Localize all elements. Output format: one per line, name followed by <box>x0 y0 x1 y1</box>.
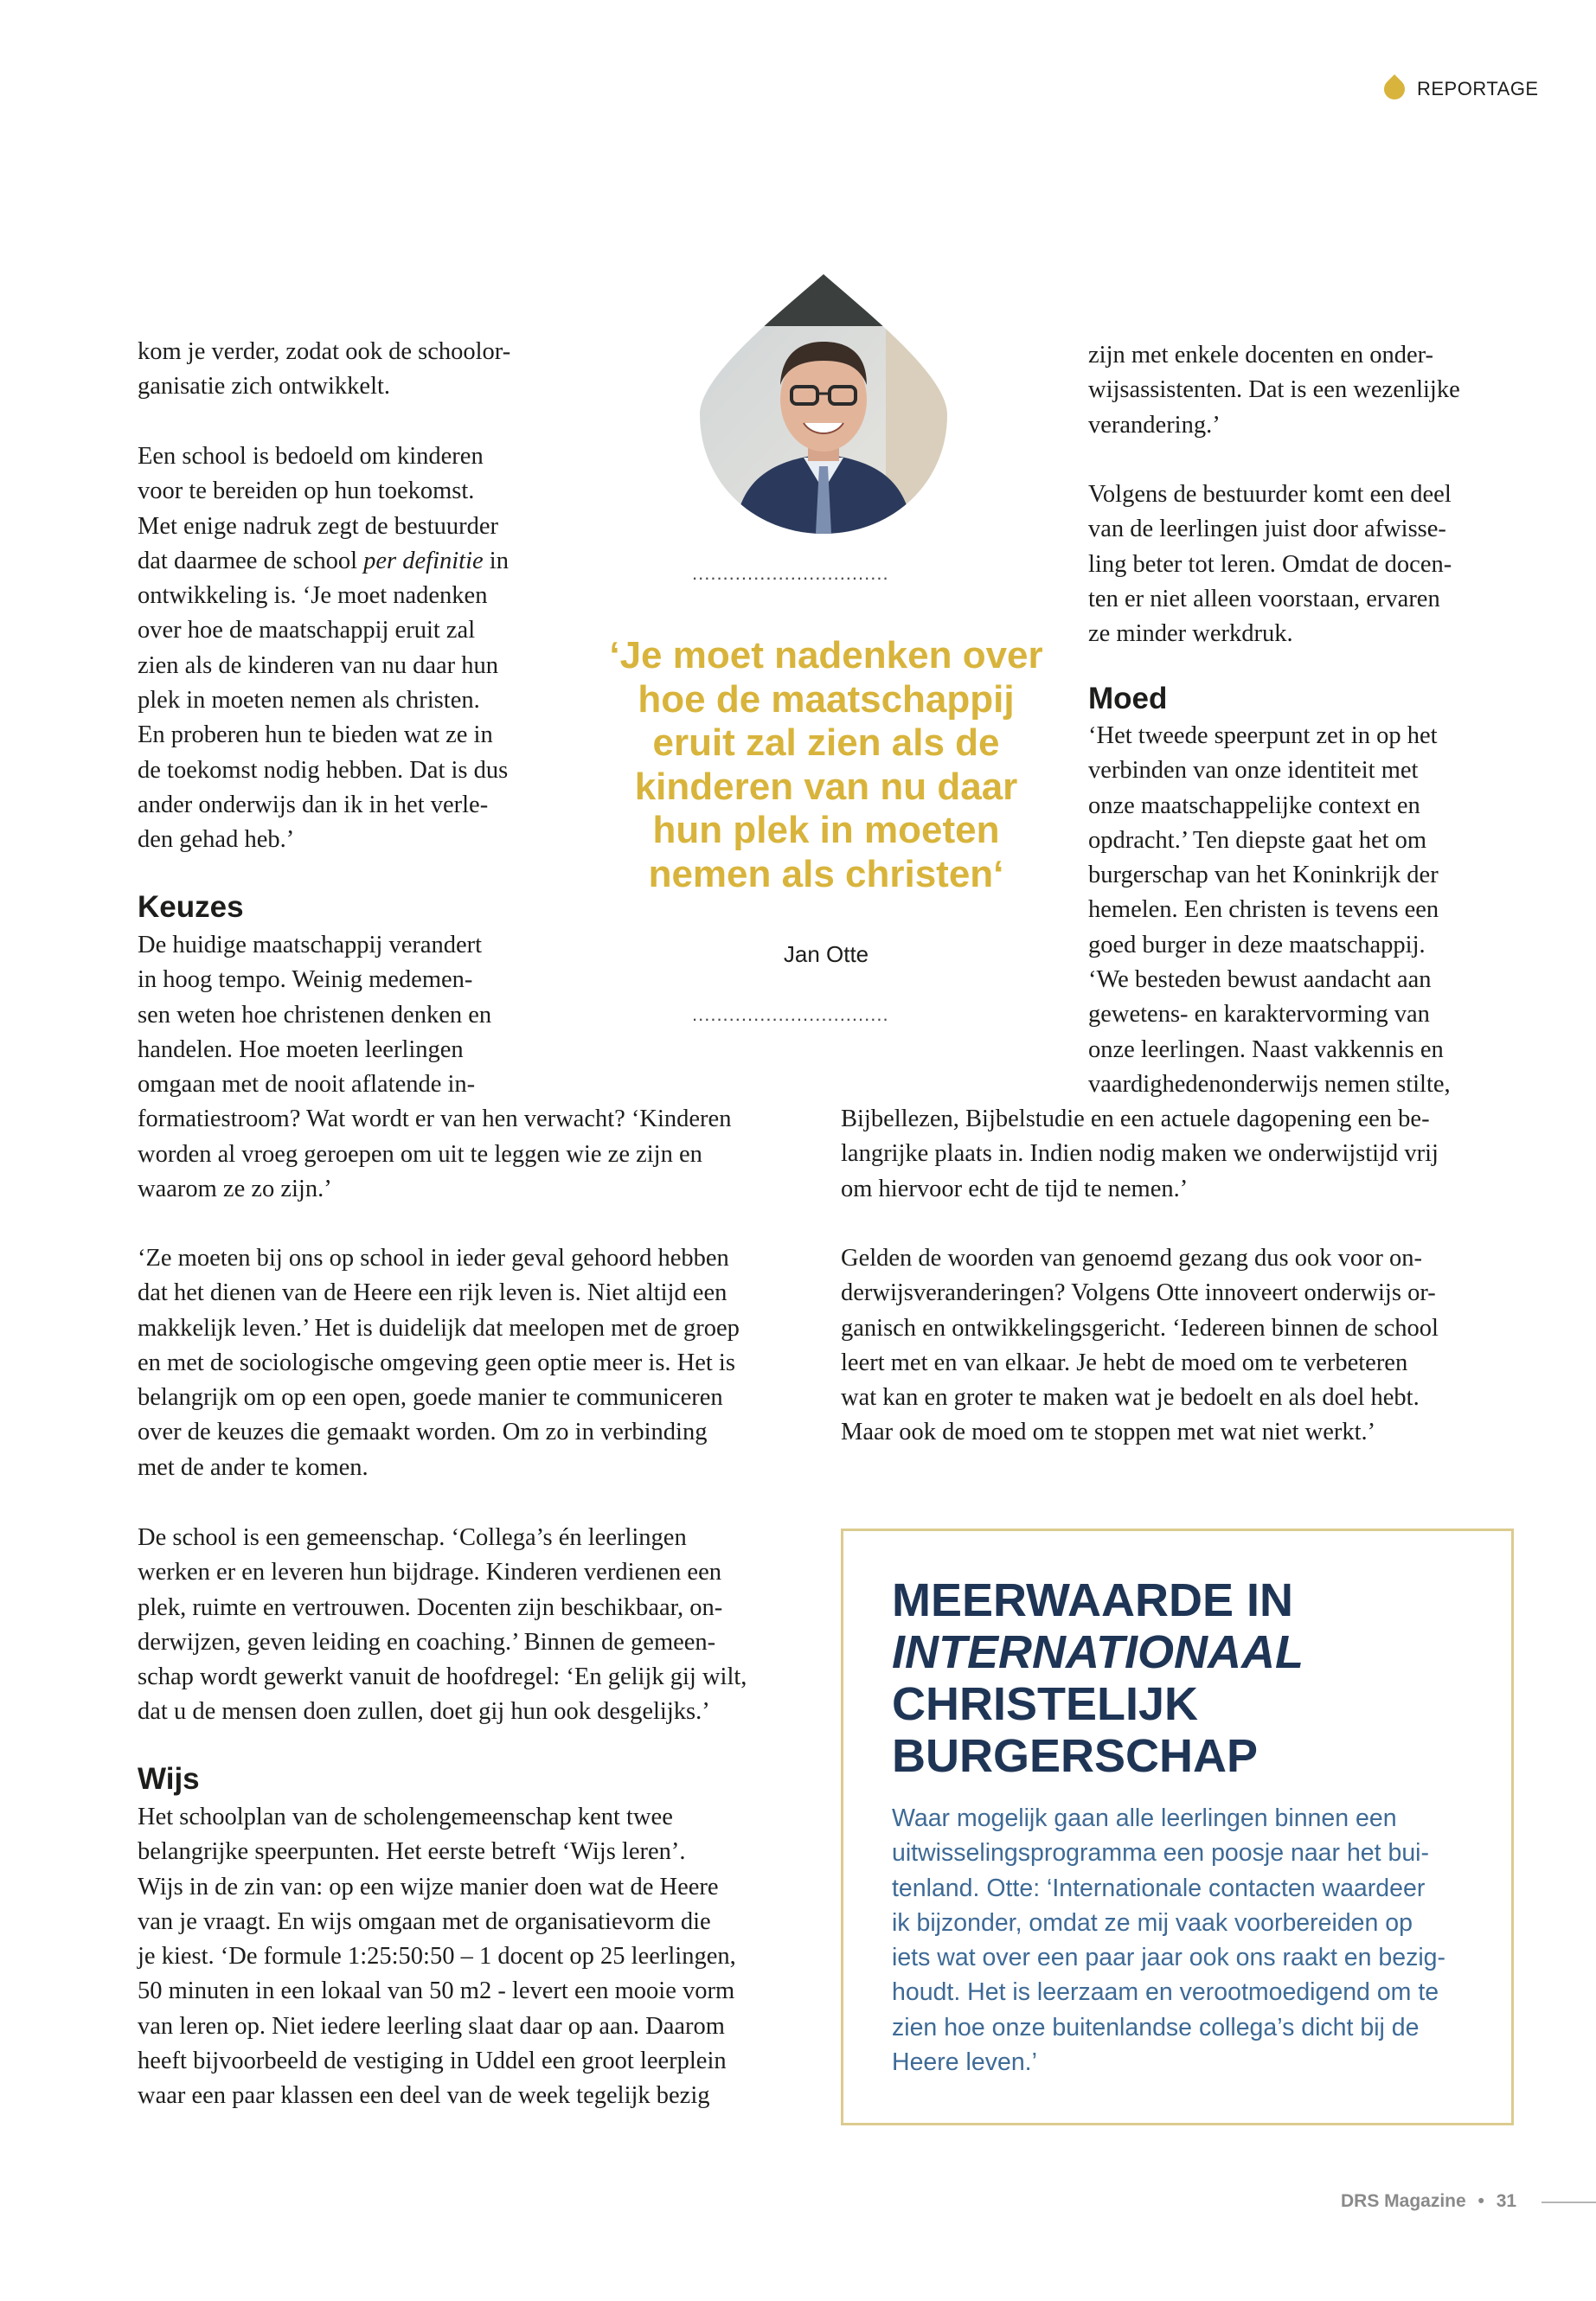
paragraph-gehoord: ‘Ze moeten bij ons op school in ieder geval gehoord hebben dat het dienen van de Heere een rijk leven is. Niet altijd een makkelijk leven.’ Het is duidelijk dat meelopen met de groep en met de sociologische omgeving geen optie meer is. Het is belangrijk om op een open, goede manier te communiceren over de keuzes die gemaakt worden. Om zo in verbinding met de ander te komen. <box>138 1245 740 1481</box>
paragraph-wijs: Het schoolplan van de scholengemeenschap kent twee belangrijke speerpunten. Het eerste betreft ‘Wijs leren’. Wijs in de zin van: op een wijze manier doen wat de Heere van je vraagt. En wijs omgaan met de organisatievorm die je kiest. ‘De formule 1:25:50:50 – 1 docent op 25 leerlingen, 50 minuten in een lokaal van 50 m2 - levert een mooie vorm van leren op. Niet iedere leerling slaat daar op aan. Daarom heeft bijvoorbeeld de vestiging in Uddel een groot leerplein waar een paar klassen een deel van de week tegelijk bezig <box>138 1804 736 2110</box>
paragraph-school: Een school is bedoeld om kinderen voor te bereiden op hun toekomst. Met enige nadruk zegt de bestuurder dat daarmee de school per definitie in ontwikkeling is. ‘Je moet nadenken over hoe de maatschappij eruit zal zien als de kinderen van nu daar hun plek in moeten nemen als christen. En proberen hun te bieden wat ze in de toekomst nodig hebben. Dat is dus ander onderwijs dan ik in het verle- den gehad heb.’ <box>138 443 509 854</box>
paragraph-intro: kom je verder, zodat ook de schoolor- ganisatie zich ontwikkelt. <box>138 338 511 401</box>
heading-wijs: Wijs <box>138 1762 200 1796</box>
paragraph-gemeenschap: De school is een gemeenschap. ‘Collega’s én leerlingen werken er en leveren hun bijdrage. Kinderen verdienen een plek, ruimte en vertrouwen. Docenten zijn beschikbaar, on- derwijzen, geven leiding en coaching.’ Binnen de gemeen- schap wordt gewerkt vanuit de hoofdregel: ‘En gelijk gij wilt, dat u de mensen doen zullen, doet gij hun ook desgelijks.’ <box>138 1524 747 1726</box>
footer-rule <box>1542 2202 1596 2203</box>
paragraph-docenten: zijn met enkele docenten en onder- wijsassistenten. Dat is een wezenlijke verandering.’ <box>1088 342 1460 439</box>
paragraph-keuzes: De huidige maatschappij verandert in hoog tempo. Weinig medemen- sen weten hoe christenen denken en handelen. Hoe moeten leerlingen omgaan met de nooit aflatende in- formatiestroom? Wat wordt er van hen verwacht? ‘Kinderen worden al vroeg geroepen om uit te leggen wie ze zijn en waarom ze zo zijn.’ <box>138 932 732 1203</box>
quote-divider-bottom: ................................ <box>692 1003 889 1025</box>
author-portrait <box>700 274 947 534</box>
paragraph-moed: ‘Het tweede speerpunt zet in op het verbinden van onze identiteit met onze maatschappelijke context en opdracht.’ Ten diepste gaat het om burgerschap van het Koninkrijk der hemelen. Een christen is tevens een goed burger in deze maatschappij. ‘We besteden bewust aandacht aan gewetens- en karaktervorming van onze leerlingen. Naast vakkennis en vaardighedenonderwijs nemen stilte, <box>1088 722 1451 1098</box>
pull-quote: ‘Je moet nadenken over hoe de maatschappij eruit zal zien als de kinderen van nu daar hun plek in moeten nemen als christen‘ <box>609 634 1043 895</box>
section-tag <box>1384 78 1539 100</box>
section-label: REPORTAGE <box>1417 78 1539 99</box>
quote-author: Jan Otte <box>783 941 869 967</box>
paragraph-volgens: Volgens de bestuurder komt een deel van de leerlingen juist door afwisse- ling beter tot leren. Omdat de docen- ten er niet alleen voorstaan, ervaren ze minder werkdruk. <box>1088 481 1452 648</box>
paragraph-bijbel: Bijbellezen, Bijbelstudie en een actuele dagopening een be- langrijke plaats in. Indien nodig maken we onderwijstijd vrij om hiervoor echt de tijd te nemen.’ <box>841 1106 1439 1202</box>
heading-moed: Moed <box>1088 682 1168 715</box>
paragraph-gelden: Gelden de woorden van genoemd gezang dus ook voor on- derwijsveranderingen? Volgens Otte innoveert onderwijs or- ganisch en ontwikkelingsgericht. ‘Iedereen binnen de school leert met en van elkaar. Je hebt de moed om te verbeteren wat kan en groter te maken wat je bedoelt en als doel hebt. Maar ook de moed om te stoppen met wat niet werkt.’ <box>841 1245 1439 1446</box>
section-marker-icon <box>1380 74 1409 104</box>
box-text: Waar mogelijk gaan alle leerlingen binnen een uitwisselingsprogramma een poosje naar het bui- tenland. Otte: ‘Internationale contacten waardeer ik bijzonder, omdat ze mij vaak voorbereiden op iets wat over een paar jaar ook ons raakt en bezig- houdt. Het is leerzaam en verootmoedigend om te zien hoe onze buitenlandse collega’s dicht bij de Heere leven.’ <box>892 1804 1446 2077</box>
quote-divider-top: ................................ <box>692 562 889 584</box>
page-footer <box>1341 2191 1516 2212</box>
footer-separator: • <box>1477 2191 1484 2211</box>
magazine-name: DRS Magazine <box>1341 2191 1466 2211</box>
heading-keuzes: Keuzes <box>138 890 244 924</box>
box-title: MEERWAARDE IN INTERNATIONAAL CHRISTELIJK BURGERSCHAP <box>892 1574 1304 1782</box>
page-number: 31 <box>1496 2191 1517 2211</box>
sidebar-box <box>841 1529 1514 2125</box>
